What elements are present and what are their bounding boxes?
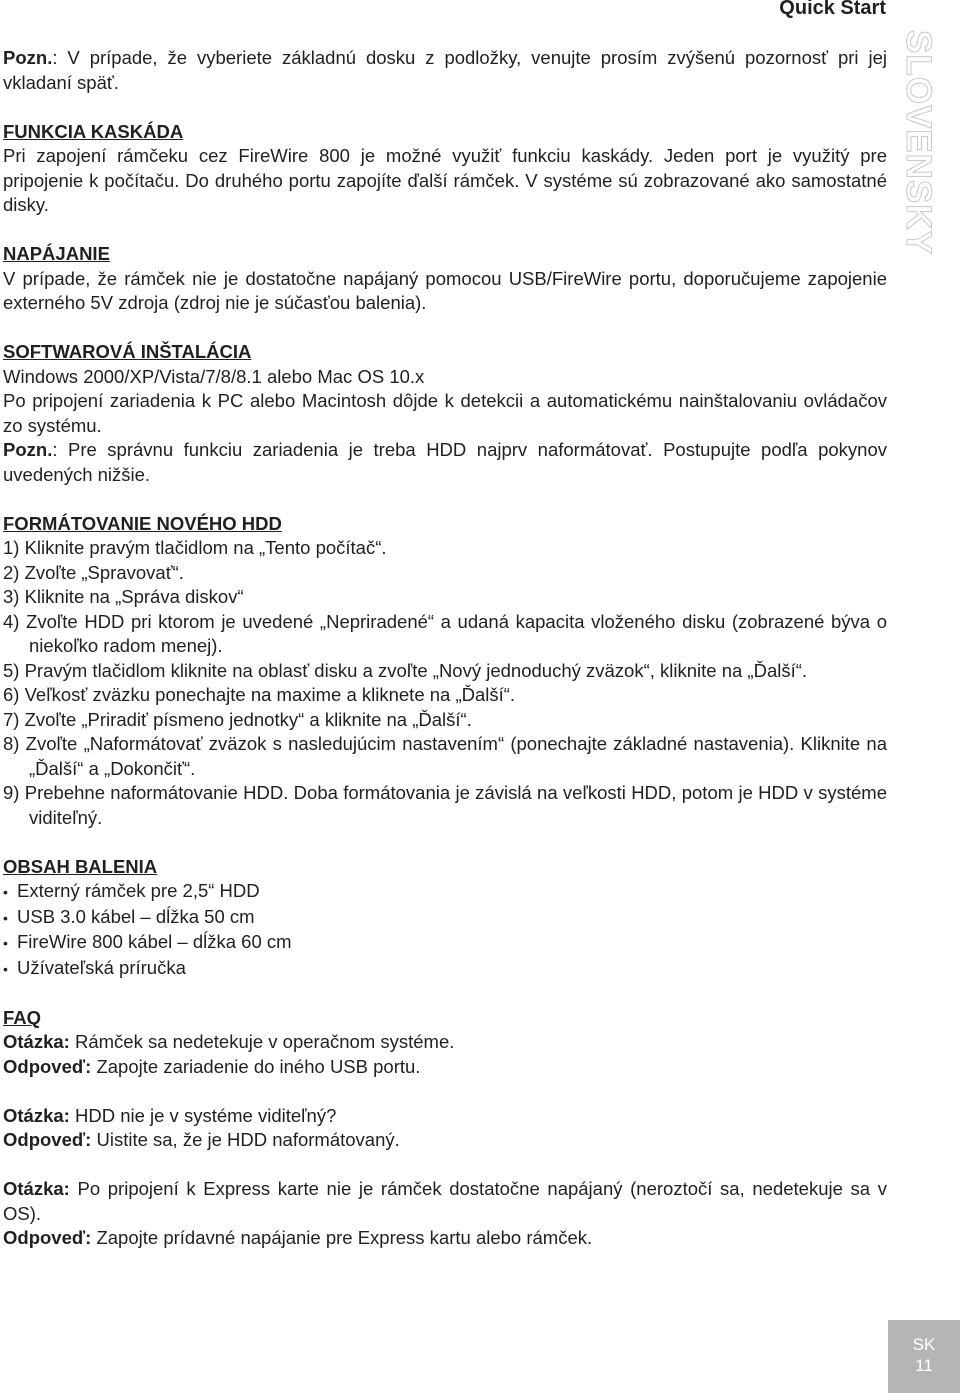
document-body [3,46,887,1275]
note-label: Pozn. [3,439,53,460]
section-heading: FORMÁTOVANIE NOVÉHO HDD [3,512,282,534]
page-language-code: SK [912,1335,936,1354]
list-item: 3) Kliknite na „Správa diskov“ [3,586,244,607]
answer-text: Uistite sa, že je HDD naformátovaný. [91,1129,400,1150]
section-software [3,340,887,487]
note-text: : V prípade, že vyberiete základnú dosku z podložky, venujte prosím zvýšenú pozornosť pri jej vkladaní späť. [3,47,887,93]
format-steps-list [3,536,887,830]
page-header-title: Quick Start [779,0,886,19]
faq-item [3,1104,887,1153]
side-language-label: SLOVENSKY [899,30,938,255]
answer-label: Odpoveď: [3,1055,92,1077]
section-heading: SOFTWAROVÁ INŠTALÁCIA [3,341,252,362]
page-number: 11 [915,1356,933,1375]
list-item: 1) Kliknite pravým tlačidlom na „Tento počítač“. [3,537,387,558]
package-contents-list [3,879,887,981]
list-item: 7) Zvoľte „Priradiť písmeno jednotky“ a kliknite na „Ďalší“. [3,708,472,730]
list-item: • Externý rámček pre 2,5“ HDD [3,879,887,905]
question-label: Otázka: [3,1031,70,1052]
question-text: HDD nie je v systéme viditeľný? [69,1104,337,1126]
list-item: • USB 3.0 kábel – dĺžka 50 cm [3,905,887,931]
list-item: 4) Zvoľte HDD pri ktorom je uvedené „Nepriradené“ a udaná kapacita vloženého disku (zobrazené býva o niekoľko radom menej). [3,610,887,656]
section-text: Pri zapojení rámčeku cez FireWire 800 je možné využiť funkciu kaskády. Jeden port je využitý pre pripojenie k počítaču. Do druhého portu zapojíte ďalší rámček. V systéme sú zobrazované ako samostatné disky. [3,145,887,215]
answer-text: Zapojte prídavné napájanie pre Express kartu alebo rámček. [91,1227,593,1248]
answer-text: Zapojte zariadenie do iného USB portu. [91,1055,421,1077]
note-label: Pozn. [3,47,53,68]
intro-note [3,46,887,95]
faq-item [3,1030,887,1079]
section-text: V prípade, že rámček nie je dostatočne napájaný pomocou USB/FireWire portu, doporučujeme zapojenie externého 5V zdroja (zdroj nie je súčasťou balenia). [3,267,887,313]
note-text: : Pre správnu funkciu zariadenia je treba HDD najprv naformátovať. Postupujte podľa pokynov uvedených nižšie. [3,439,887,485]
faq-item [3,1177,887,1251]
section-kaskada [3,120,887,218]
list-item: 9) Prebehne naformátovanie HDD. Doba formátovania je závislá na veľkosti HDD, potom je HDD v systéme viditeľný. [3,782,887,828]
answer-label: Odpoveď: [3,1129,92,1150]
question-label: Otázka: [3,1104,70,1126]
list-item: • Užívateľská príručka [3,956,887,982]
page-number-box [888,1320,960,1393]
list-item: 6) Veľkosť zväzku ponechajte na maxime a kliknete na „Ďalší“. [3,684,516,705]
section-heading: FAQ [3,1006,42,1028]
section-heading: FUNKCIA KASKÁDA [3,120,184,142]
question-label: Otázka: [3,1178,70,1199]
section-faq [3,1006,887,1251]
list-item: 5) Pravým tlačidlom kliknite na oblasť disku a zvoľte „Nový jednoduchý zväzok“, kliknite na „Ďalší“. [3,659,808,681]
section-heading: OBSAH BALENIA [3,855,158,877]
answer-label: Odpoveď: [3,1227,92,1248]
section-napajanie [3,242,887,316]
list-item: • FireWire 800 kábel – dĺžka 60 cm [3,930,887,956]
os-support-line: Windows 2000/XP/Vista/7/8/8.1 alebo Mac OS 10.x [3,365,425,387]
list-item: 8) Zvoľte „Naformátovať zväzok s nasledujúcim nastavením“ (ponechajte základné nastavenia). Kliknite na „Ďalší“ a „Dokončiť“. [3,733,887,779]
section-format [3,512,887,831]
detection-text: Po pripojení zariadenia k PC alebo Macintosh dôjde k detekcii a automatickému nainštalovaniu ovládačov zo systému. [3,390,887,436]
list-item: 2) Zvoľte „Spravovať“. [3,561,184,583]
section-obsah [3,855,887,982]
section-heading: NAPÁJANIE [3,243,110,264]
question-text: Po pripojení k Express karte nie je rámček dostatočne napájaný (neroztočí sa, nedetekuje sa v OS). [3,1178,887,1224]
question-text: Rámček sa nedetekuje v operačnom systéme. [69,1031,455,1052]
